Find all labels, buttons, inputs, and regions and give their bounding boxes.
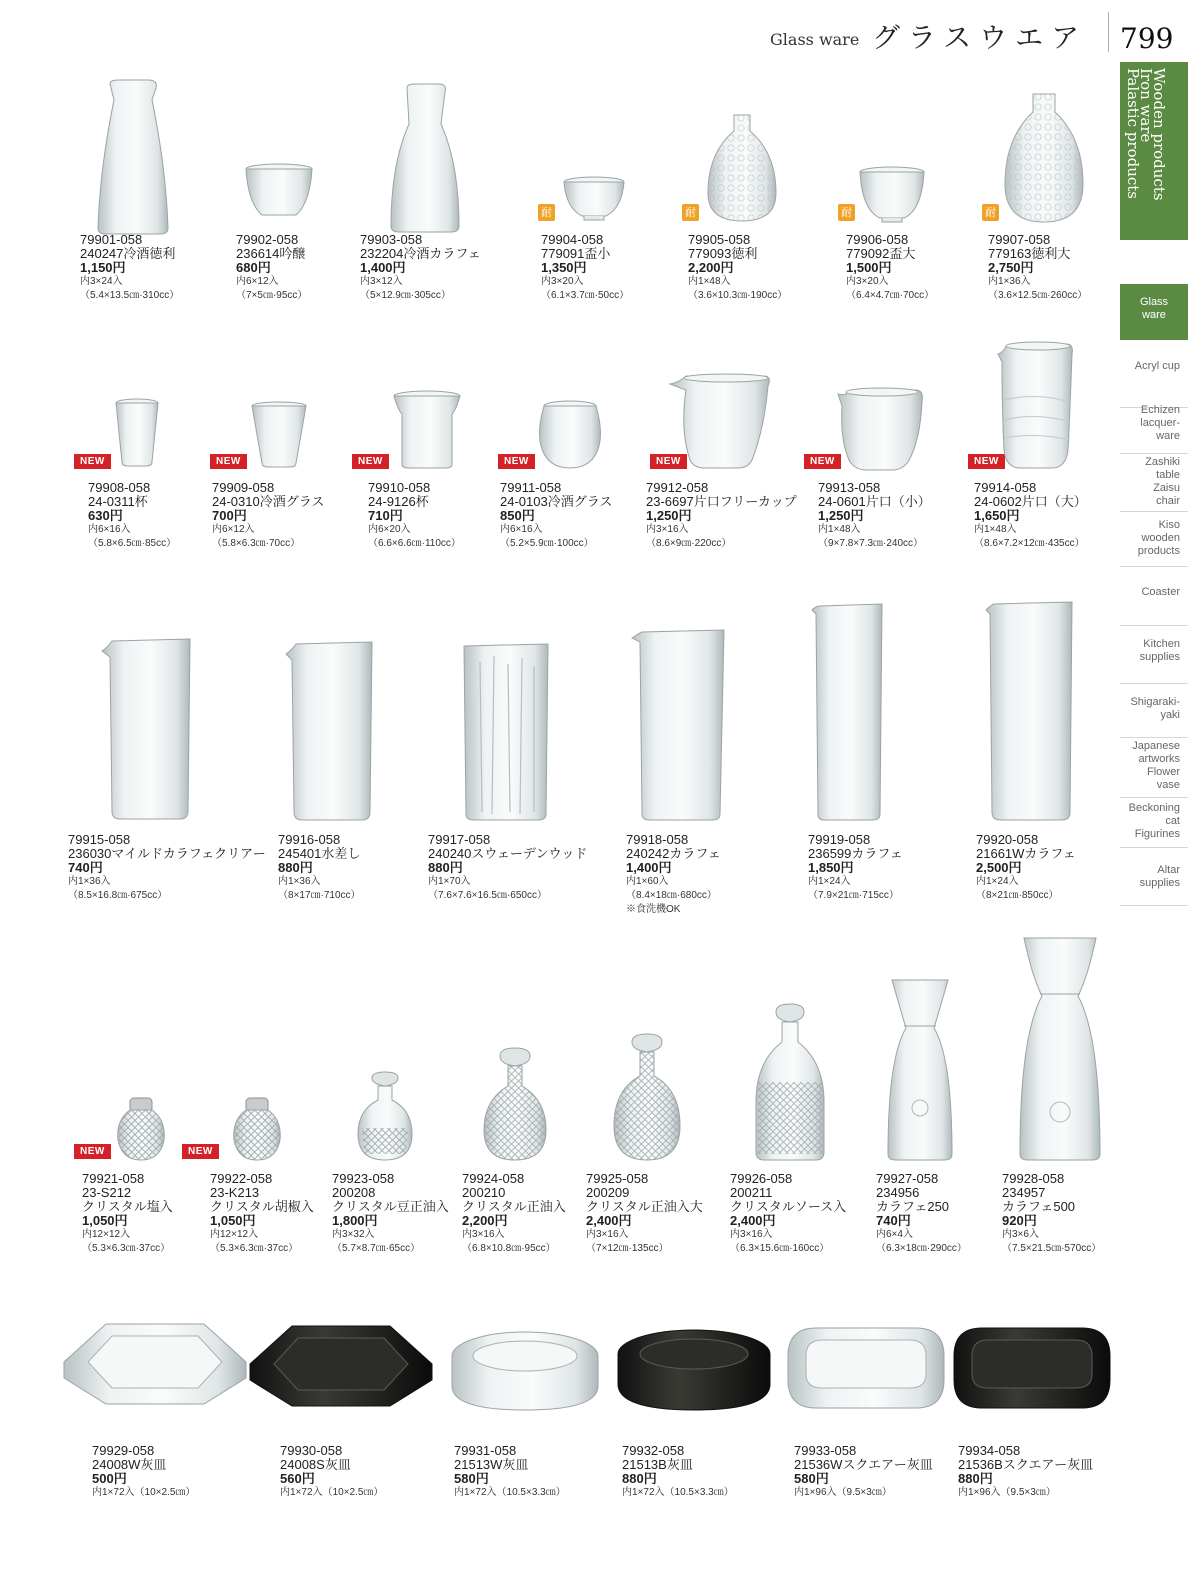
product-price: 630円 [88, 508, 123, 523]
category-line-iron: Iron ware [1137, 68, 1155, 143]
page-number: 799 [1120, 22, 1174, 55]
product-name: 236030マイルドカラフェクリアー [68, 846, 266, 861]
product-price: 920円 [1002, 1213, 1037, 1228]
product-code: 79927-058 [876, 1171, 939, 1186]
product-name-line2: カラフェ500 [1002, 1199, 1076, 1214]
product-pack: 内3×20入 [541, 276, 584, 287]
product-price: 1,800円 [332, 1213, 378, 1228]
product-code: 79910-058 [368, 480, 431, 495]
product-spec: （8×17㎝·710cc） [278, 890, 361, 901]
product-price: 850円 [500, 508, 535, 523]
product-spec: （5.3×6.3㎝·37cc） [210, 1243, 299, 1254]
product-photo-79902 [244, 163, 314, 219]
product-name: 779093徳利 [688, 246, 758, 261]
product-name: 21536Wスクエアー灰皿 [794, 1457, 933, 1472]
product-info [1002, 1172, 1101, 1256]
product-code: 79925-058 [586, 1171, 649, 1186]
product-info [68, 833, 266, 903]
sidebar-item-glass-ware[interactable]: Glass ware [1120, 284, 1188, 340]
heat-resistant-badge: 耐 [538, 204, 555, 221]
product-pack: 内1×72入（10×2.5㎝） [280, 1487, 384, 1498]
product-price: 2,400円 [730, 1213, 776, 1228]
product-name: 200210 [462, 1185, 506, 1200]
product-pack: 内3×12入 [360, 276, 403, 287]
heat-resistant-badge: 耐 [682, 204, 699, 221]
product-code: 79911-058 [500, 480, 562, 495]
product-photo-79909 [250, 401, 308, 469]
product-photo-79933 [786, 1326, 946, 1410]
product-name: 200208 [332, 1185, 376, 1200]
product-pack: 内6×12入 [212, 524, 255, 535]
product-pack: 内1×96入（9.5×3㎝） [794, 1487, 892, 1498]
new-badge: NEW [74, 454, 111, 469]
product-info [976, 833, 1076, 903]
product-name: 24-0601片口（小） [818, 494, 931, 509]
product-code: 79928-058 [1002, 1171, 1065, 1186]
product-photo-79925 [610, 1032, 684, 1162]
product-price: 2,200円 [688, 260, 734, 275]
new-badge: NEW [182, 1144, 219, 1159]
product-info [82, 1172, 173, 1256]
product-info [808, 833, 903, 903]
product-pack: 内1×48入 [974, 524, 1017, 535]
product-name: 200209 [586, 1185, 630, 1200]
product-photo-79901 [96, 78, 170, 236]
product-spec: （3.6×10.3㎝·190cc） [688, 290, 788, 301]
product-name: 234956 [876, 1185, 920, 1200]
product-info [210, 1172, 314, 1256]
product-pack: 内6×20入 [368, 524, 411, 535]
product-code: 79918-058 [626, 832, 689, 847]
sidebar-item-kitchen-supplies[interactable]: Kitchen supplies [1120, 636, 1188, 684]
product-pack: 内1×96入（9.5×3㎝） [958, 1487, 1056, 1498]
product-spec: （5.8×6.5㎝·85cc） [88, 538, 177, 549]
sidebar-item-kiso-wooden[interactable]: Kiso wooden products [1120, 517, 1188, 567]
product-pack: 内1×72入（10.5×3.3㎝） [454, 1487, 566, 1498]
product-name: 24008S灰皿 [280, 1457, 351, 1472]
product-photo-79929 [62, 1322, 248, 1406]
product-price: 1,650円 [974, 508, 1020, 523]
product-photo-79931 [450, 1330, 600, 1412]
product-pack: 内1×36入 [988, 276, 1031, 287]
product-info [88, 481, 176, 551]
product-info [876, 1172, 967, 1256]
product-pack: 内6×16入 [88, 524, 131, 535]
product-pack: 内1×72入（10×2.5㎝） [92, 1487, 196, 1498]
product-name: 779091盃小 [541, 246, 611, 261]
product-price: 700円 [212, 508, 247, 523]
product-code: 79923-058 [332, 1171, 395, 1186]
product-info [454, 1444, 566, 1500]
new-badge: NEW [74, 1144, 111, 1159]
sidebar-item-zashiki-table[interactable]: Zashiki table Zaisu chair [1120, 454, 1188, 512]
product-spec: （3.6×12.5㎝·260cc） [988, 290, 1088, 301]
category-line-wooden: Wooden products [1150, 68, 1168, 201]
product-info [730, 1172, 846, 1256]
product-name: 23-K213 [210, 1185, 260, 1200]
product-spec: （5.3×6.3㎝·37cc） [82, 1243, 171, 1254]
product-spec: （5.2×5.9㎝·100cc） [500, 538, 594, 549]
product-info [280, 1444, 383, 1500]
product-code: 79934-058 [958, 1443, 1021, 1458]
product-code: 79914-058 [974, 480, 1037, 495]
product-name: 21513B灰皿 [622, 1457, 693, 1472]
product-info [80, 233, 179, 303]
product-code: 79905-058 [688, 232, 751, 247]
product-name: 240242カラフェ [626, 846, 721, 861]
product-spec: （8×21㎝·850cc） [976, 890, 1059, 901]
product-name: 236599カラフェ [808, 846, 903, 861]
product-info [586, 1172, 703, 1256]
product-info [846, 233, 934, 303]
product-pack: 内1×24入 [976, 876, 1019, 887]
product-photo-79927 [886, 978, 954, 1162]
product-code: 79924-058 [462, 1171, 525, 1186]
product-code: 79901-058 [80, 232, 143, 247]
product-code: 79919-058 [808, 832, 871, 847]
product-code: 79933-058 [794, 1443, 857, 1458]
product-photo-79919 [810, 602, 886, 822]
product-pack: 内3×20入 [846, 276, 889, 287]
header-title-en: Glass ware [770, 30, 860, 49]
product-name: 779092盃大 [846, 246, 916, 261]
product-price: 1,350円 [541, 260, 587, 275]
product-photo-79932 [616, 1328, 772, 1412]
product-spec: （6.8×10.8㎝·95cc） [462, 1243, 556, 1254]
product-name: 234957 [1002, 1185, 1046, 1200]
product-spec: （8.6×7.2×12㎝·435cc） [974, 538, 1085, 549]
product-code: 79902-058 [236, 232, 299, 247]
product-code: 79915-058 [68, 832, 131, 847]
product-photo-79918 [630, 628, 728, 822]
product-name: 21513W灰皿 [454, 1457, 529, 1472]
product-spec: （7.5×21.5㎝·570cc） [1002, 1243, 1102, 1254]
product-name: 24-0311杯 [88, 494, 148, 509]
product-spec: （6.4×4.7㎝·70cc） [846, 290, 935, 301]
new-badge: NEW [650, 454, 687, 469]
product-name: 24-9126杯 [368, 494, 429, 509]
product-photo-79905 [706, 113, 778, 223]
new-badge: NEW [498, 454, 535, 469]
product-name: 232204冷酒カラフェ [360, 246, 481, 261]
product-spec: （8.4×18㎝·680cc） [626, 890, 717, 901]
product-info [974, 481, 1087, 551]
product-spec: （5.7×8.7㎝·65cc） [332, 1243, 421, 1254]
product-name-line2: クリスタルソース入 [730, 1199, 847, 1214]
product-info [541, 233, 629, 303]
product-info [332, 1172, 449, 1256]
product-price: 1,250円 [646, 508, 692, 523]
product-code: 79904-058 [541, 232, 604, 247]
product-photo-79924 [480, 1046, 550, 1162]
product-info [92, 1444, 195, 1500]
product-pack: 内1×72入（10.5×3.3㎝） [622, 1487, 734, 1498]
product-price: 880円 [622, 1471, 657, 1486]
product-pack: 内12×12入 [82, 1229, 131, 1240]
sidebar-item-beckoning-cat[interactable]: Beckoning cat Figurines [1120, 800, 1188, 848]
product-spec: （5.4×13.5㎝·310cc） [80, 290, 180, 301]
product-spec: （8.5×16.8㎝·675cc） [68, 890, 168, 901]
product-spec: （6.3×18㎝·290cc） [876, 1243, 967, 1254]
product-name: 23-6697片口フリーカップ [646, 494, 797, 509]
product-pack: 内6×16入 [500, 524, 543, 535]
product-name: 240247冷酒徳利 [80, 246, 176, 261]
product-spec: （5.8×6.3㎝·70cc） [212, 538, 301, 549]
product-price: 1,250円 [818, 508, 864, 523]
product-name: 240240スウェーデンウッド [428, 846, 588, 861]
new-badge: NEW [210, 454, 247, 469]
product-info [958, 1444, 1093, 1500]
product-price: 1,400円 [626, 860, 672, 875]
product-pack: 内3×6入 [1002, 1229, 1039, 1240]
product-code: 79929-058 [92, 1443, 155, 1458]
heat-resistant-badge: 耐 [982, 204, 999, 221]
product-price: 2,500円 [976, 860, 1022, 875]
product-code: 79922-058 [210, 1171, 273, 1186]
product-info [626, 833, 721, 917]
product-photo-79914 [996, 340, 1076, 472]
product-pack: 内1×60入 [626, 876, 669, 887]
product-price: 880円 [428, 860, 463, 875]
product-photo-79915 [100, 637, 196, 821]
product-spec: （6.1×3.7㎝·50cc） [541, 290, 630, 301]
product-name: 24-0602片口（大） [974, 494, 1087, 509]
product-code: 79926-058 [730, 1171, 793, 1186]
product-name: 23-S212 [82, 1185, 132, 1200]
category-line-plastic: Palastic products [1124, 68, 1142, 199]
product-spec: （7×12㎝·135cc） [586, 1243, 669, 1254]
product-info [462, 1172, 566, 1256]
product-info [818, 481, 931, 551]
category-block-wooden-iron-plastic[interactable] [1120, 62, 1188, 240]
product-pack: 内3×32入 [332, 1229, 375, 1240]
product-price: 740円 [68, 860, 103, 875]
product-photo-79917 [462, 642, 550, 822]
product-price: 1,050円 [82, 1213, 128, 1228]
header-title-jp: グラスウエア [872, 21, 1088, 54]
product-price: 2,750円 [988, 260, 1034, 275]
product-info [278, 833, 361, 903]
product-info [646, 481, 797, 551]
product-info [988, 233, 1087, 303]
product-photo-79923 [354, 1070, 416, 1162]
product-name-line2: カラフェ250 [876, 1199, 950, 1214]
product-spec: （9×7.8×7.3㎝·240cc） [818, 538, 924, 549]
product-pack: 内1×48入 [688, 276, 731, 287]
heat-resistant-badge: 耐 [838, 204, 855, 221]
product-pack: 内6×12入 [236, 276, 279, 287]
product-price: 560円 [280, 1471, 315, 1486]
product-price: 500円 [92, 1471, 127, 1486]
product-name-line2: クリスタル正油入大 [586, 1199, 703, 1214]
product-name: 24008W灰皿 [92, 1457, 167, 1472]
product-name: 21661Wカラフェ [976, 846, 1076, 861]
product-code: 79917-058 [428, 832, 491, 847]
product-pack: 内3×24入 [80, 276, 123, 287]
product-photo-79913 [836, 382, 924, 472]
product-name: 24-0310冷酒グラス [212, 494, 325, 509]
product-info [794, 1444, 933, 1500]
product-info [688, 233, 787, 303]
product-photo-79907 [1003, 92, 1085, 224]
sidebar-item-altar-supplies[interactable]: Altar supplies [1120, 862, 1188, 906]
product-price: 710円 [368, 508, 403, 523]
product-price: 580円 [454, 1471, 489, 1486]
product-name-line2: クリスタル胡椒入 [210, 1199, 314, 1214]
sidebar-item-coaster[interactable]: Coaster [1120, 584, 1188, 626]
product-price: 2,200円 [462, 1213, 508, 1228]
product-price: 680円 [236, 260, 271, 275]
product-pack: 内6×4入 [876, 1229, 913, 1240]
product-photo-79910 [392, 390, 462, 470]
product-pack: 内12×12入 [210, 1229, 259, 1240]
product-photo-79922 [230, 1096, 284, 1162]
product-name: 200211 [730, 1185, 773, 1200]
product-code: 79920-058 [976, 832, 1039, 847]
product-price: 880円 [278, 860, 313, 875]
new-badge: NEW [352, 454, 389, 469]
product-photo-79903 [389, 84, 461, 234]
product-name: 779163徳利大 [988, 246, 1071, 261]
product-code: 79913-058 [818, 480, 881, 495]
product-code: 79930-058 [280, 1443, 343, 1458]
product-spec: （8.6×9㎝·220cc） [646, 538, 732, 549]
product-name: 21536Bスクエアー灰皿 [958, 1457, 1094, 1472]
product-price: 740円 [876, 1213, 911, 1228]
product-spec: （5×12.9㎝·305cc） [360, 290, 451, 301]
product-price: 880円 [958, 1471, 993, 1486]
product-code: 79921-058 [82, 1171, 145, 1186]
product-photo-79928 [1018, 936, 1102, 1162]
product-photo-79904 [562, 176, 626, 222]
product-info [500, 481, 612, 551]
product-photo-79912 [668, 370, 774, 470]
product-price: 1,500円 [846, 260, 892, 275]
product-photo-79930 [248, 1324, 434, 1408]
product-code: 79912-058 [646, 480, 709, 495]
product-price: 1,150円 [80, 260, 126, 275]
product-pack: 内1×48入 [818, 524, 861, 535]
product-info [622, 1444, 734, 1500]
product-name: 24-0103冷酒グラス [500, 494, 613, 509]
product-code: 79932-058 [622, 1443, 685, 1458]
product-name-line2: クリスタル塩入 [82, 1199, 173, 1214]
product-spec: （7×5㎝·95cc） [236, 290, 308, 301]
product-info [212, 481, 324, 551]
product-name: 236614吟醸 [236, 246, 306, 261]
product-note: ※食洗機OK [626, 904, 681, 915]
product-photo-79920 [984, 600, 1076, 822]
product-info [428, 833, 587, 903]
product-info [236, 233, 307, 303]
product-photo-79906 [858, 166, 926, 224]
sidebar-item-echizen-lacquerware[interactable]: Echizen lacquer- ware [1120, 402, 1188, 454]
product-info [360, 233, 481, 303]
product-pack: 内1×24入 [808, 876, 851, 887]
product-pack: 内1×36入 [68, 876, 111, 887]
product-pack: 内1×70入 [428, 876, 471, 887]
product-photo-79926 [752, 1002, 828, 1162]
product-pack: 内3×16入 [730, 1229, 773, 1240]
new-badge: NEW [968, 454, 1005, 469]
product-code: 79908-058 [88, 480, 151, 495]
sidebar-item-japanese-artworks[interactable]: Japanese artworks Flower vase [1120, 738, 1188, 798]
product-code: 79916-058 [278, 832, 341, 847]
product-photo-79934 [952, 1326, 1112, 1410]
product-spec: （7.6×7.6×16.5㎝·650cc） [428, 890, 547, 901]
product-price: 580円 [794, 1471, 829, 1486]
product-price: 2,400円 [586, 1213, 632, 1228]
product-photo-79916 [284, 640, 376, 822]
product-pack: 内1×36入 [278, 876, 321, 887]
product-code: 79907-058 [988, 232, 1051, 247]
product-photo-79908 [114, 398, 160, 468]
product-pack: 内3×16入 [586, 1229, 629, 1240]
product-code: 79931-058 [454, 1443, 517, 1458]
product-price: 1,400円 [360, 260, 406, 275]
product-photo-79911 [537, 400, 603, 470]
product-price: 1,850円 [808, 860, 854, 875]
product-code: 79906-058 [846, 232, 909, 247]
product-pack: 内3×16入 [462, 1229, 505, 1240]
new-badge: NEW [804, 454, 841, 469]
product-code: 79909-058 [212, 480, 275, 495]
product-photo-79921 [114, 1096, 168, 1162]
product-name: 245401水差し [278, 846, 361, 861]
sidebar-item-shigaraki-yaki[interactable]: Shigaraki- yaki [1120, 694, 1188, 738]
sidebar-item-acryl-cup[interactable]: Acryl cup [1120, 358, 1188, 408]
product-info [368, 481, 461, 551]
product-spec: （6.3×15.6㎝·160cc） [730, 1243, 830, 1254]
product-price: 1,050円 [210, 1213, 256, 1228]
product-spec: （7.9×21㎝·715cc） [808, 890, 899, 901]
product-code: 79903-058 [360, 232, 423, 247]
product-name-line2: クリスタル正油入 [462, 1199, 566, 1214]
product-name-line2: クリスタル豆正油入 [332, 1199, 449, 1214]
product-pack: 内3×16入 [646, 524, 689, 535]
product-spec: （6.6×6.6㎝·110cc） [368, 538, 461, 549]
